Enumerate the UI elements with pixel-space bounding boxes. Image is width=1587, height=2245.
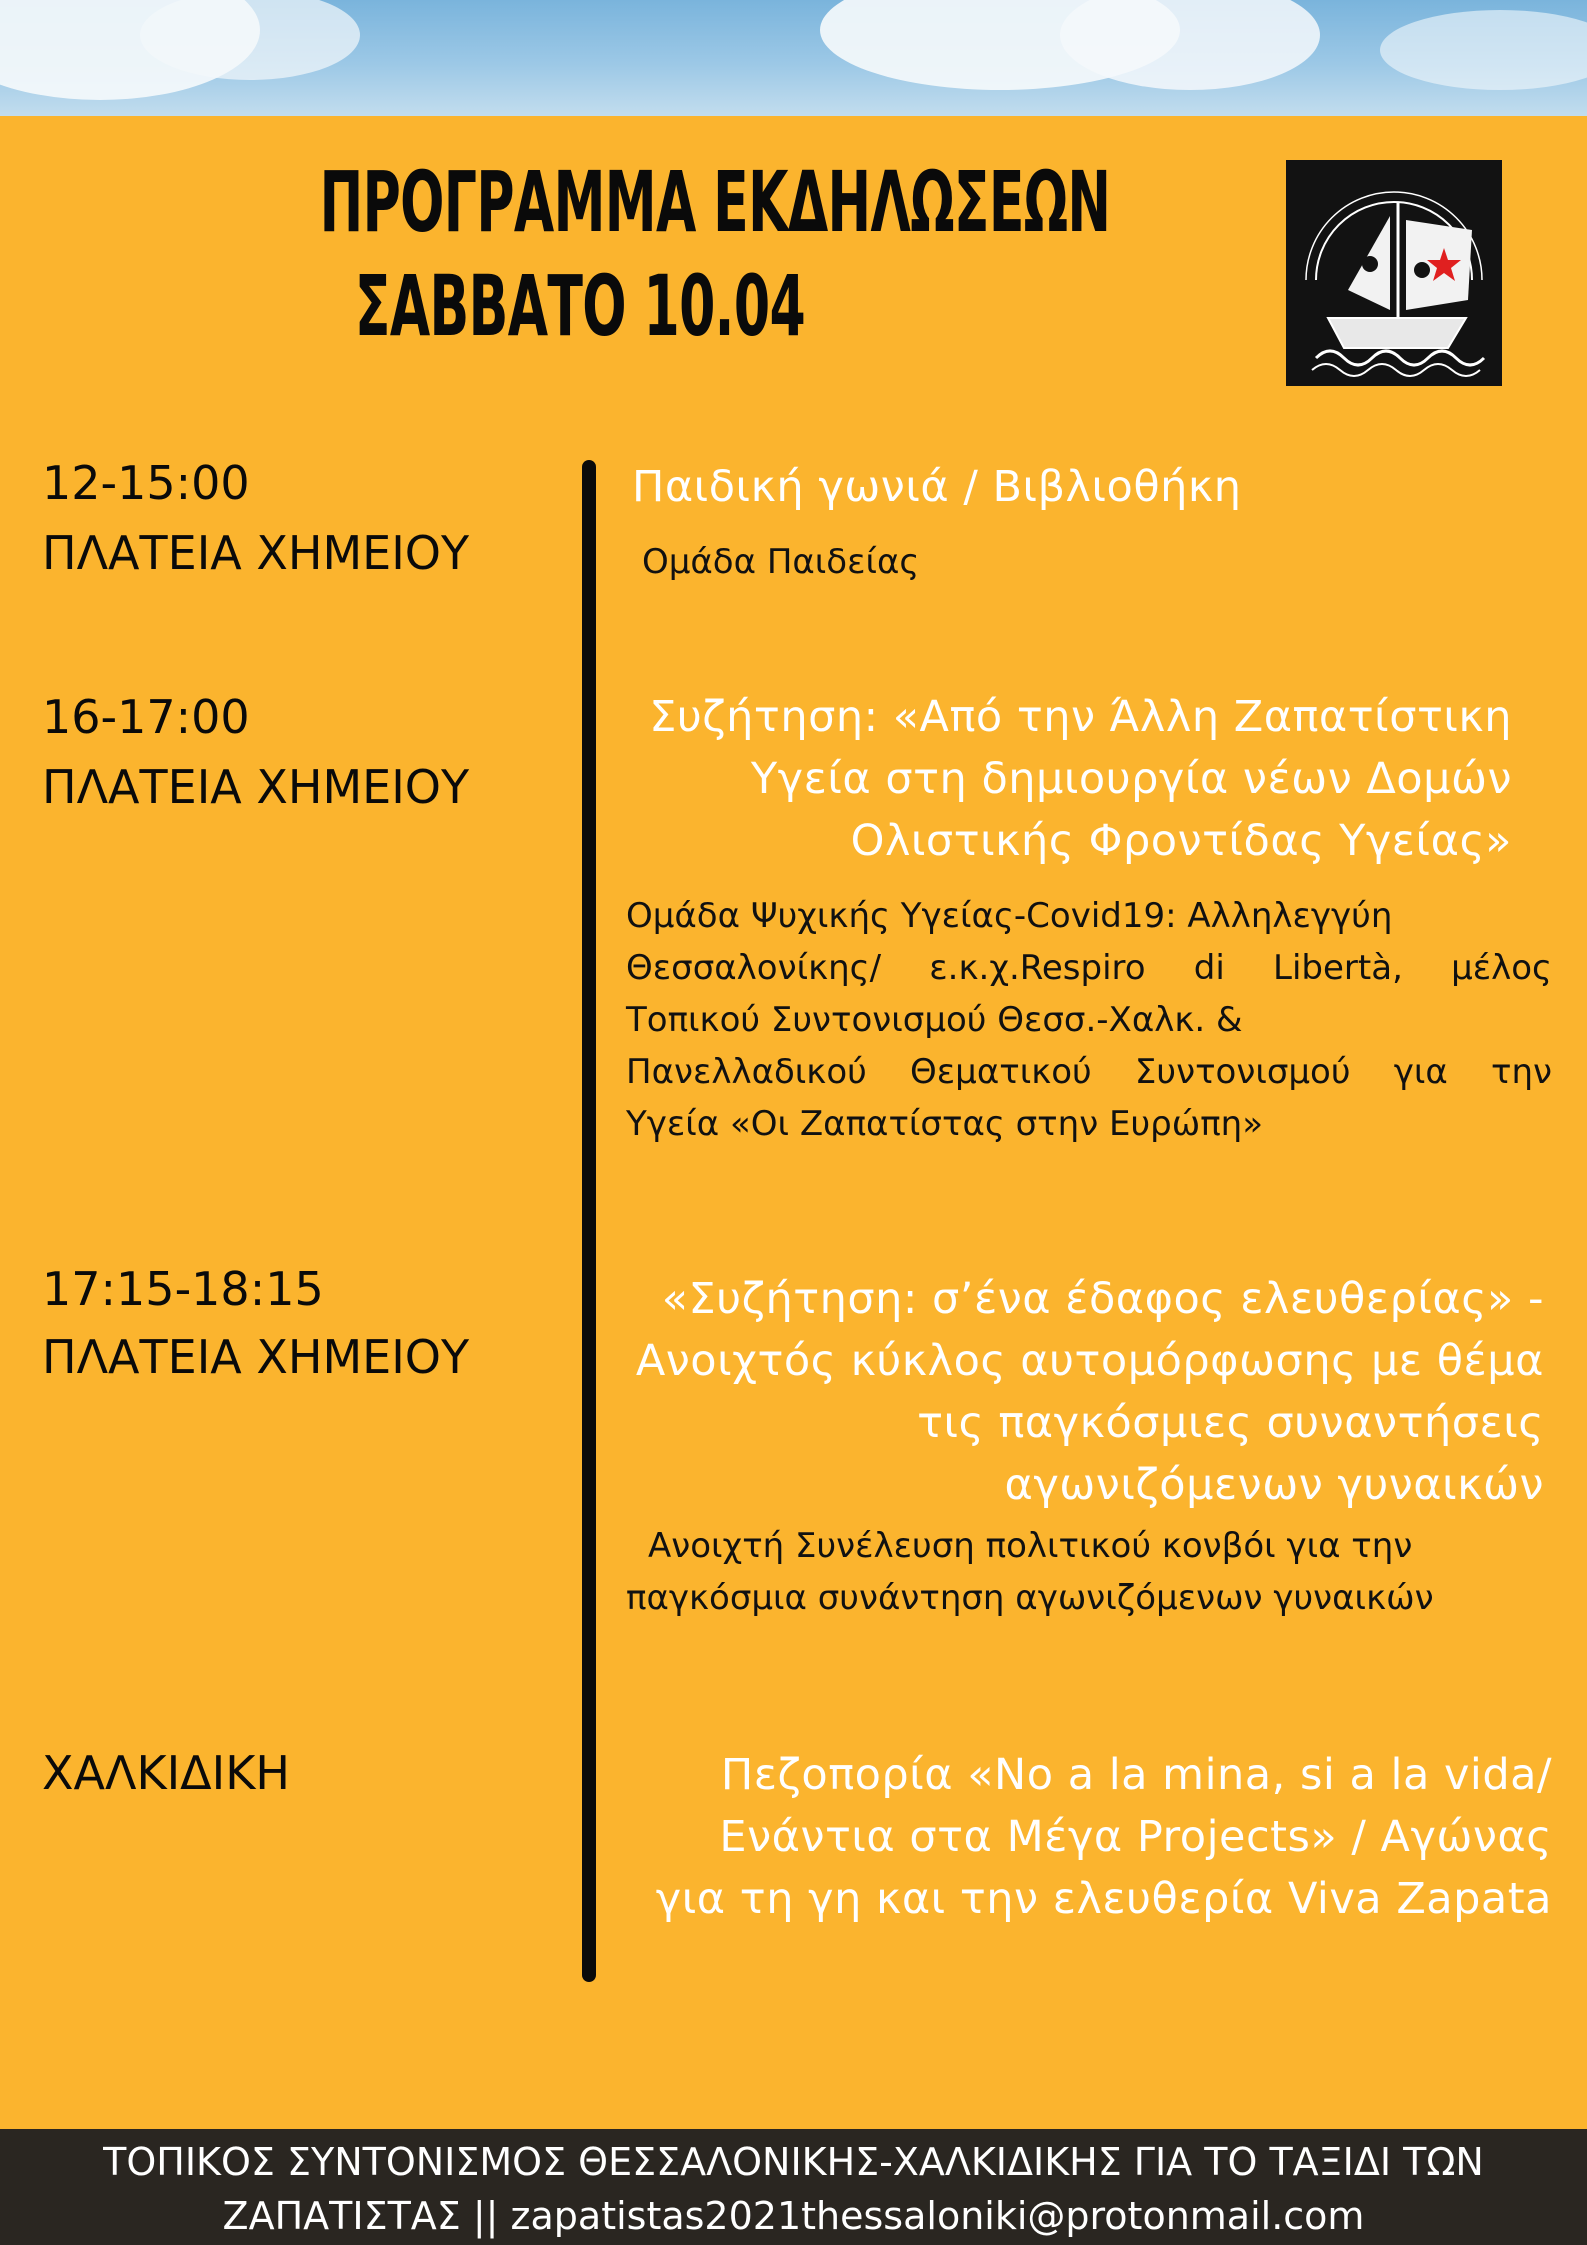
event-3-title-line: τις παγκόσμιες συναντήσεις [917, 1398, 1544, 1448]
event-2-organizer [626, 890, 1552, 1150]
event-2-organizer-line: Υγεία «Οι Ζαπατίστας στην Ευρώπη» [626, 1104, 1264, 1144]
event-4-place: ΧΑΛΚΙΔΙΚΗ [42, 1746, 290, 1800]
event-2-organizer-line: Τοπικού Συντονισμού Θεσσ.-Χαλκ. & [626, 1000, 1243, 1040]
event-1-title-line: Παιδική γωνιά / Βιβλιοθήκη [632, 462, 1242, 512]
timeline-divider [582, 460, 596, 1982]
event-4-title-line: για τη γη και την ελευθερία Viva Zapata [655, 1874, 1552, 1924]
event-4-title [620, 1744, 1552, 1930]
event-3-place: ΠΛΑΤΕΙΑ ΧΗΜΕΙΟΥ [42, 1330, 470, 1384]
boat-logo-icon [1286, 160, 1502, 386]
title-line-program: ΠΡΟΓΡΑΜΜΑ ΕΚΔΗΛΩΣΕΩΝ [319, 153, 1111, 251]
event-2-title-line: Ολιστικής Φροντίδας Υγείας» [850, 816, 1512, 866]
event-1-time: 12-15:00 [42, 456, 250, 510]
event-3-time: 17:15-18:15 [42, 1262, 324, 1316]
event-1-title [632, 456, 1242, 518]
event-2-organizer-line: Θεσσαλονίκης/ ε.κ.χ.Respiro di Libertà, μέλος [626, 948, 1552, 988]
event-2-organizer-line: Ομάδα Ψυχικής Υγείας-Covid19: Αλληλεγγύη [626, 896, 1393, 936]
event-3-organizer [626, 1520, 1526, 1624]
event-2-time: 16-17:00 [42, 690, 250, 744]
event-3-title-line: «Συζήτηση: σ’ένα έδαφος ελευθερίας» - [661, 1274, 1544, 1324]
event-2-place: ΠΛΑΤΕΙΑ ΧΗΜΕΙΟΥ [42, 760, 470, 814]
event-2-organizer-line: Πανελλαδικού Θεματικού Συντονισμού για την [626, 1052, 1552, 1092]
event-2-title [620, 686, 1512, 872]
event-2-title-line: Υγεία στη δημιουργία νέων Δομών [750, 754, 1512, 804]
zapatista-boat-logo [1286, 160, 1502, 386]
event-3-title-line: αγωνιζόμενων γυναικών [1004, 1460, 1544, 1510]
sky-banner [0, 0, 1587, 116]
event-4-title-line: Ενάντια στα Μέγα Projects» / Αγώνας [719, 1812, 1552, 1862]
event-2-title-line: Συζήτηση: «Από την Άλλη Ζαπατίστικη [649, 692, 1512, 742]
event-3-organizer-line: Ανοιχτή Συνέλευση πολιτικού κονβόι για την [648, 1526, 1413, 1566]
event-3-organizer-line: παγκόσμια συνάντηση αγωνιζόμενων γυναικών [626, 1578, 1434, 1618]
footer-organization: ΤΟΠΙΚΟΣ ΣΥΝΤΟΝΙΣΜΟΣ ΘΕΣΣΑΛΟΝΙΚΗΣ-ΧΑΛΚΙΔΙΚΗΣ ΓΙΑ ΤΟ ΤΑΞΙΔΙ ΤΩΝ [103, 2140, 1484, 2184]
title-line-date: ΣΑΒΒΑΤΟ 10.04 [354, 257, 806, 355]
event-1-organizer-line: Ομάδα Παιδείας [642, 542, 920, 582]
page-title [319, 150, 1111, 358]
event-4-title-line: Πεζοπορία «No a la mina, si a la vida/ [720, 1750, 1552, 1800]
footer-contact-email: ΖΑΠΑΤΙΣΤΑΣ || zapatistas2021thessaloniki@protonmail.com [222, 2194, 1365, 2238]
event-3-title [606, 1268, 1544, 1516]
footer-banner [0, 2129, 1587, 2245]
event-1-place: ΠΛΑΤΕΙΑ ΧΗΜΕΙΟΥ [42, 526, 470, 580]
event-3-title-line: Ανοιχτός κύκλος αυτομόρφωσης με θέμα [635, 1336, 1544, 1386]
event-1-organizer [642, 536, 919, 588]
